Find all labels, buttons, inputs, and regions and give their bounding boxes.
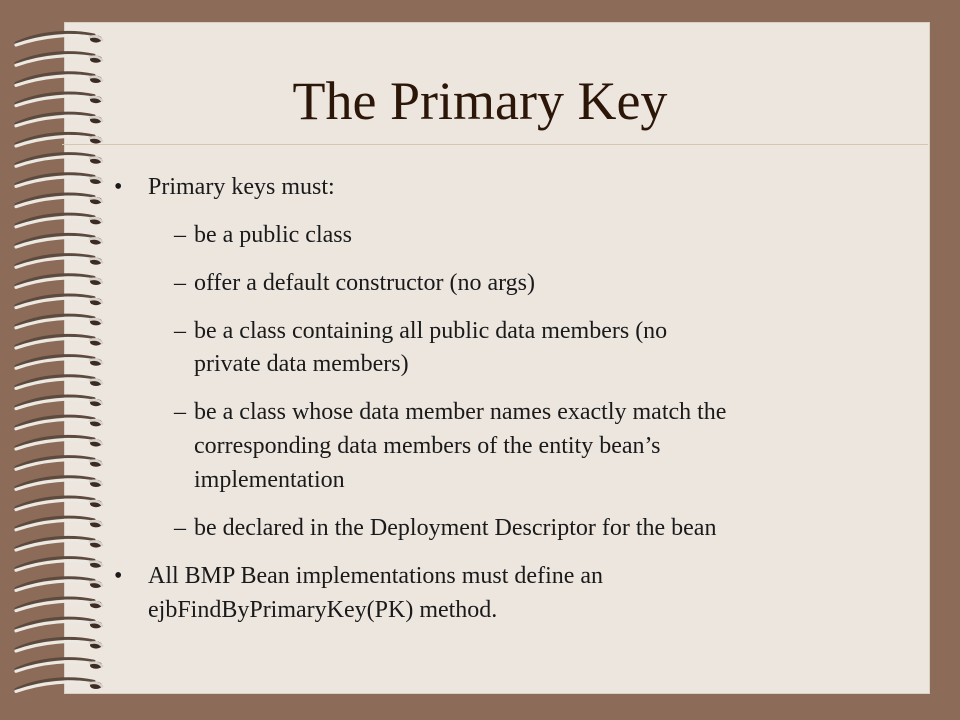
subbullet-text: offer a default constructor (no args) bbox=[194, 270, 535, 296]
bullet-text-continued: ejbFindByPrimaryKey(PK) method. bbox=[148, 597, 498, 623]
subbullet-marker: – bbox=[174, 515, 186, 541]
subbullet-text: be a public class bbox=[194, 222, 352, 248]
title-divider bbox=[62, 144, 928, 145]
subbullet-marker: – bbox=[174, 222, 186, 248]
subbullet-text: be a class containing all public data members (no bbox=[194, 318, 668, 344]
subbullet-text-continued: private data members) bbox=[194, 351, 409, 377]
slide-title: The Primary Key bbox=[292, 71, 668, 131]
subbullet-text: be a class whose data member names exactly match the bbox=[194, 399, 727, 425]
subbullet-marker: – bbox=[174, 399, 186, 425]
bullet-marker: • bbox=[114, 563, 123, 589]
subbullet-text: be declared in the Deployment Descriptor for the bean bbox=[194, 515, 717, 541]
bullet-marker: • bbox=[114, 174, 123, 200]
subbullet-marker: – bbox=[174, 318, 186, 344]
bullet-text: Primary keys must: bbox=[148, 174, 335, 200]
subbullet-marker: – bbox=[174, 270, 186, 296]
bullet-text: All BMP Bean implementations must define an bbox=[148, 563, 604, 589]
subbullet-text-continued: corresponding data members of the entity bean’s bbox=[194, 433, 661, 459]
subbullet-text-continued: implementation bbox=[194, 467, 345, 493]
